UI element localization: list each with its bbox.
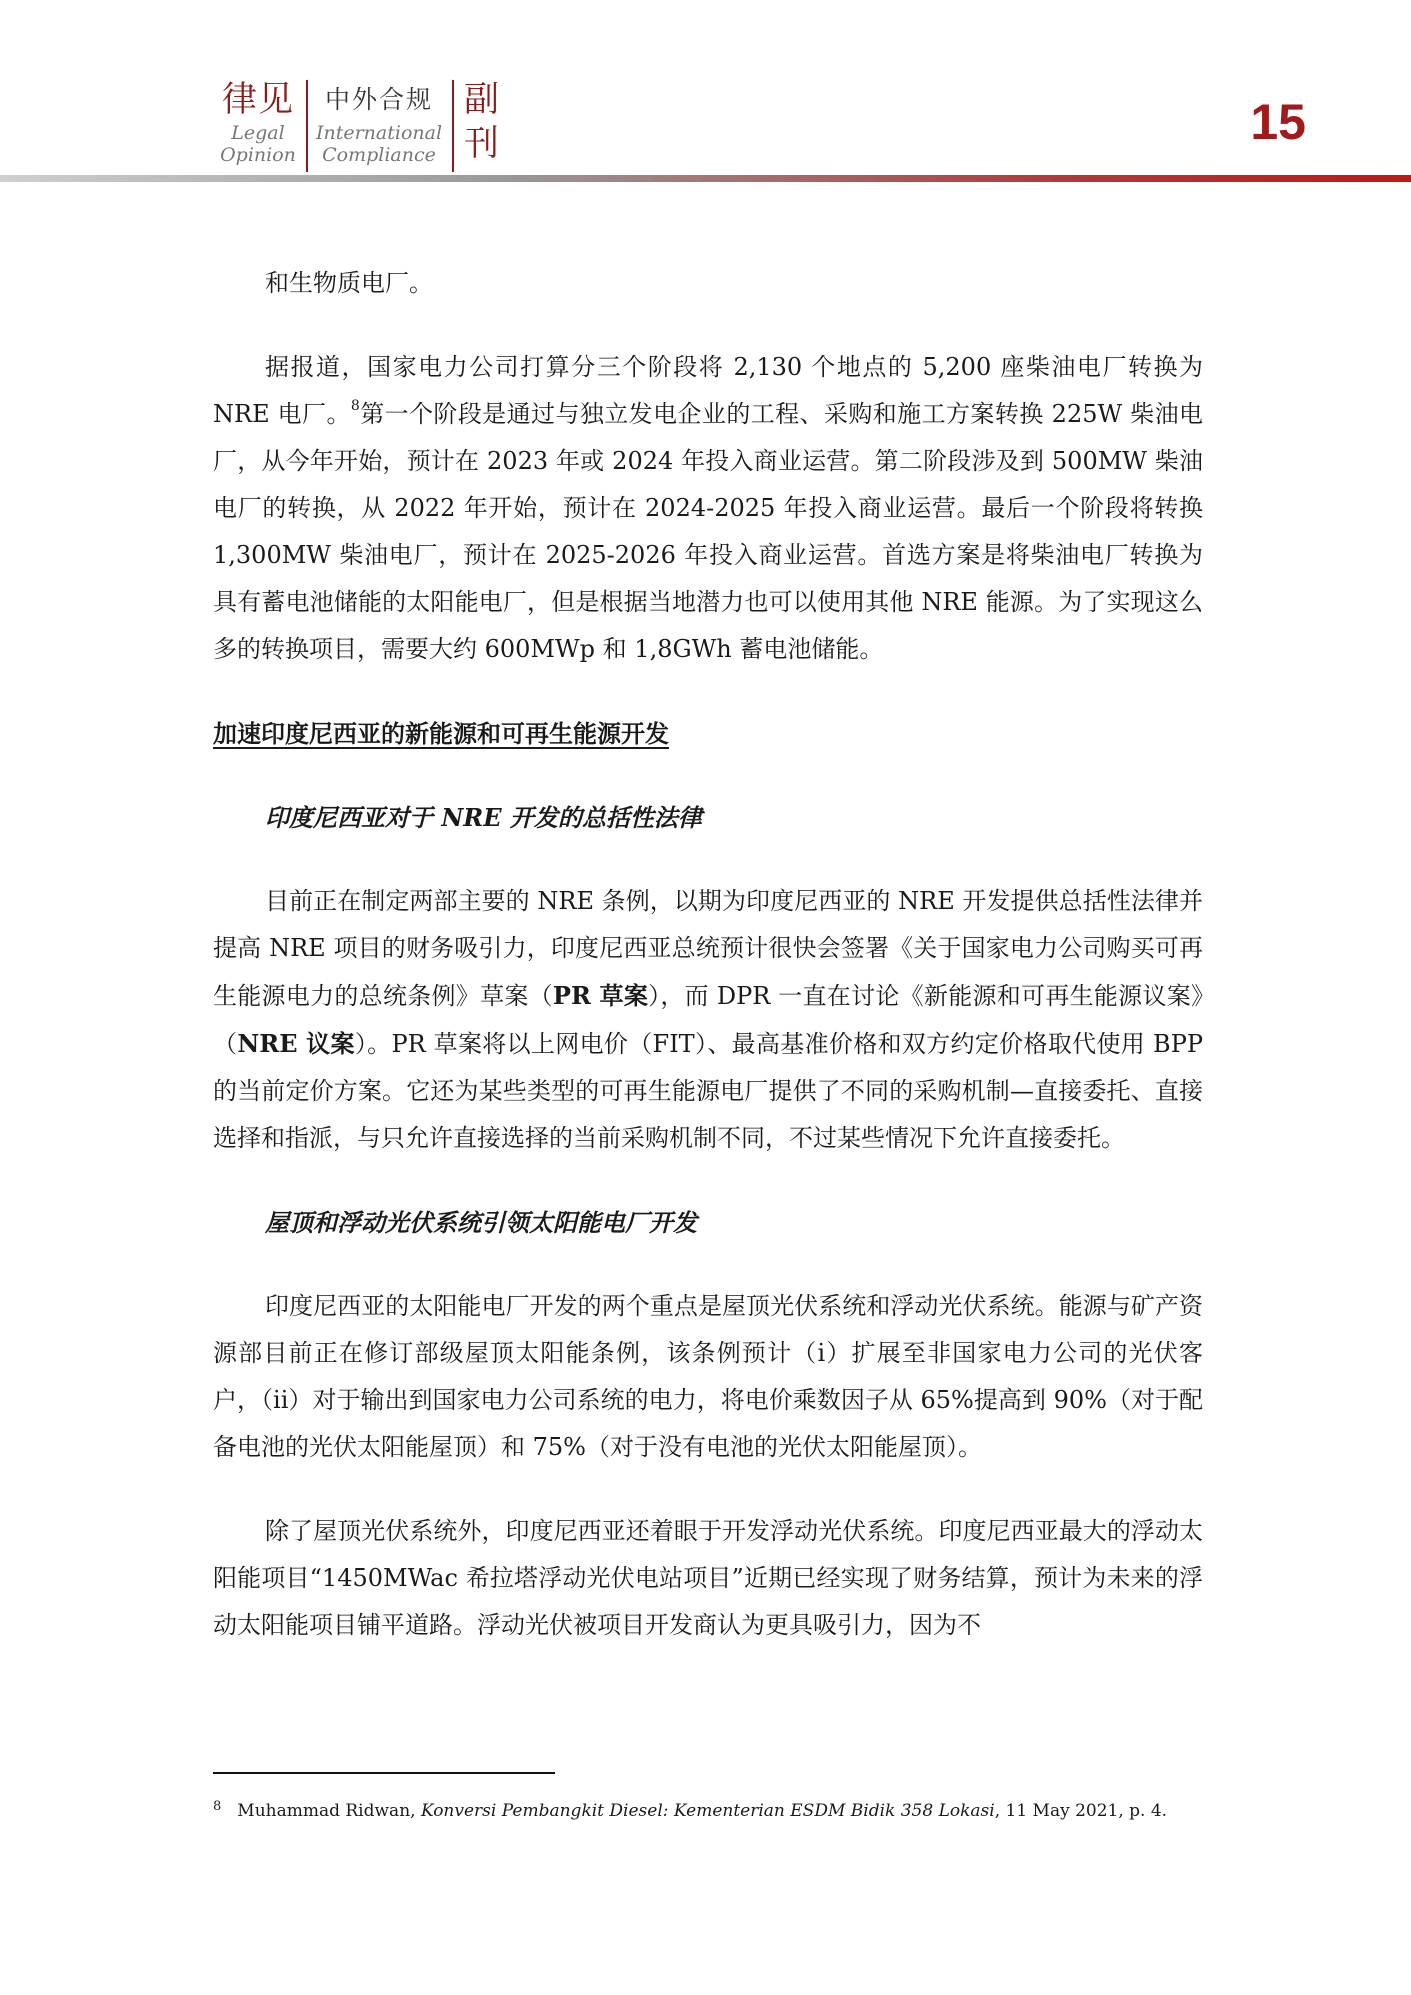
logo-legal-en-2: Opinion: [220, 144, 296, 166]
footnote-reference[interactable]: 8: [350, 398, 360, 414]
footnote-title: Konversi Pembangkit Diesel: Kementerian ESDM Bidik 358 Lokasi: [420, 1801, 995, 1821]
footnote-author: Muhammad Ridwan,: [237, 1801, 421, 1821]
logo-intl-en-1: International: [315, 122, 443, 144]
logo-supplement-1: 副: [463, 80, 500, 120]
logo-intl-en-2: Compliance: [322, 144, 436, 166]
logo-legal-en-1: Legal: [231, 122, 285, 144]
footnote-details: , 11 May 2021, p. 4.: [994, 1801, 1168, 1821]
paragraph-text: 据报道，国家电力公司打算分三个阶段将 2,130 个地点的 5,200 座柴油电厂转换为 NRE 电厂。: [213, 353, 1203, 428]
page-number: 15: [1250, 94, 1306, 150]
paragraph-text: 印度尼西亚的太阳能电厂开发的两个重点是屋顶光伏系统和浮动光伏系统。能源与矿产资源部目前正在修订部级屋顶太阳能条例，该条例预计（i）扩展至非国家电力公司的光伏客户，（ii）对于输出到国家电力公司系统的电力，将电价乘数因子从 65%提高到 90%（对于配备电池的光伏太阳能屋顶）和 75%（对于没有电池的光伏太阳能屋顶）。: [213, 1292, 1203, 1461]
defined-term: NRE 议案: [237, 1029, 355, 1058]
logo-legal-cn: 律见: [221, 80, 294, 120]
paragraph: [213, 260, 1203, 307]
page-header: [0, 0, 1411, 190]
paragraph-text: 第一个阶段是通过与独立发电企业的工程、采购和施工方案转换 225W 柴油电厂，从今年开始，预计在 2023 年或 2024 年投入商业运营。第二阶段涉及到 500MW 柴油电厂的转换，从 2022 年开始，预计在 2024-2025 年投入商业运营。最后一个阶段将转换 1,300MW 柴油电厂，预计在 2025-2026 年投入商业运营。首选方案是将柴油电厂转换为具有蓄电池储能的太阳能电厂，但是根据当地潜力也可以使用其他 NRE 能源。为了实现这么多的转换项目，需要大约 600MWp 和 1,8GWh 蓄电池储能。: [213, 400, 1204, 663]
subsection-heading: 印度尼西亚对于 NRE 开发的总括性法律: [265, 803, 702, 832]
paragraph: [213, 1283, 1203, 1471]
logo-divider: [306, 80, 308, 172]
paragraph: [213, 1508, 1203, 1649]
logo-legal-opinion: [218, 78, 298, 166]
logo-international-compliance: [314, 78, 444, 166]
footnote-number: 8: [213, 1799, 222, 1814]
footnote-divider: [213, 1772, 555, 1774]
header-divider: [0, 175, 1411, 182]
logo-supplement: [460, 78, 504, 166]
paragraph: [213, 344, 1203, 673]
article-body: [213, 260, 1203, 1686]
logo-divider: [452, 80, 454, 172]
paragraph-text: 目前正在制定两部主要的 NRE 条例，以期为印度尼西亚的 NRE 开发提供总括性法律并提高 NRE 项目的财务吸引力，印度尼西亚总统预计很快会签署《关于国家电力公司购买可再生能源电力的总统条例》草案（: [213, 887, 1203, 1010]
paragraph-text: ），而 DPR 一直在讨论《新能源和可再生能源议案》（: [213, 982, 1204, 1058]
logo-intl-cn: 中外合规: [324, 85, 433, 114]
subsection-heading: 屋顶和浮动光伏系统引领太阳能电厂开发: [265, 1208, 697, 1237]
section-heading: 加速印度尼西亚的新能源和可再生能源开发: [213, 719, 669, 748]
paragraph-text: ）。PR 草案将以上网电价（FIT）、最高基准价格和双方约定价格取代使用 BPP 的当前定价方案。它还为某些类型的可再生能源电厂提供了不同的采购机制—直接委托、直接选择和指派，与只允许直接选择的当前采购机制不同，不过某些情况下允许直接委托。: [213, 1030, 1203, 1152]
defined-term: PR 草案: [552, 981, 649, 1010]
paragraph-text: 和生物质电厂。: [265, 269, 433, 297]
logo-supplement-2: 刊: [463, 124, 500, 164]
paragraph: [213, 878, 1203, 1162]
paragraph-text: 除了屋顶光伏系统外，印度尼西亚还着眼于开发浮动光伏系统。印度尼西亚最大的浮动太阳能项目“1450MWac 希拉塔浮动光伏电站项目”近期已经实现了财务结算，预计为未来的浮动太阳能项目铺平道路。浮动光伏被项目开发商认为更具吸引力，因为不: [213, 1517, 1203, 1639]
footnote: [213, 1794, 1203, 1824]
